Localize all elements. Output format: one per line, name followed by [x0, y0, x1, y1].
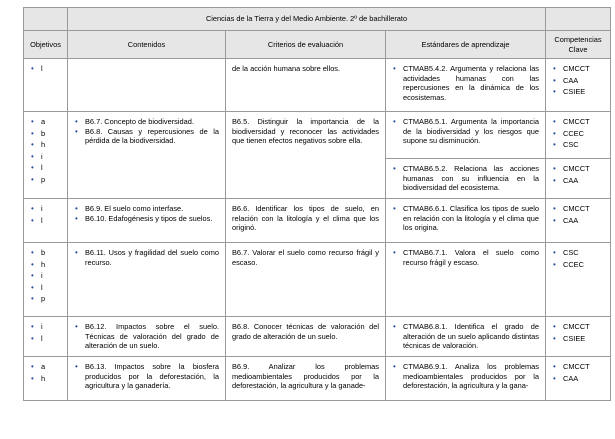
comp-list: [552, 117, 604, 150]
competencia-item: • CSC: [552, 248, 604, 258]
objetivos-cell: [24, 357, 68, 401]
estandar-item: • CTMAB5.4.2. Argumenta y relaciona las actividades humanas con las repercusiones en la dinámica de los ecosistemas.: [392, 64, 539, 102]
contenidos-cell: [68, 243, 226, 317]
objetivo-item: • b: [30, 129, 61, 139]
competencias-cell: [546, 243, 611, 317]
competencias-cell: [546, 357, 611, 401]
objetivo-item: • h: [30, 140, 61, 150]
cont-list: [74, 362, 219, 391]
objetivos-cell: [24, 112, 68, 199]
estandares-cell: [386, 112, 546, 159]
estandar-item: • CTMAB6.9.1. Analiza los problemas medioambientales producidos por la deforestación, la agricultura y la gana-: [392, 362, 539, 391]
comp-list: [552, 64, 604, 97]
contenidos-cell: [68, 199, 226, 243]
competencia-item: • CMCCT: [552, 362, 604, 372]
objetivo-item: • i: [30, 152, 61, 162]
est-list: [392, 322, 539, 351]
cont-list: [74, 204, 219, 223]
objetivo-item: • l: [30, 216, 61, 226]
competencia-item: • CAA: [552, 216, 604, 226]
estandares-cell: [386, 59, 546, 112]
competencia-item: • CAA: [552, 76, 604, 86]
competencia-item: • CSC: [552, 140, 604, 150]
estandar-item: • CTMAB6.6.1. Clasifica los tipos de suelo en relación con la litología y el clima que los origina.: [392, 204, 539, 233]
estandares-cell: [386, 159, 546, 199]
contenidos-cell: [68, 317, 226, 357]
competencia-item: • CAA: [552, 176, 604, 186]
competencias-cell: [546, 317, 611, 357]
obj-list: [30, 204, 61, 225]
est-list: [392, 164, 539, 193]
criterio-text: B6.8. Conocer técnicas de valoración del grado de alteración de un suelo.: [232, 322, 379, 341]
obj-list: [30, 117, 61, 185]
est-list: [392, 204, 539, 233]
criterios-cell: [226, 199, 386, 243]
contenido-item: • B6.7. Concepto de biodiversidad.: [74, 117, 219, 127]
obj-list: [30, 248, 61, 304]
competencia-item: • CMCCT: [552, 117, 604, 127]
competencia-item: • CAA: [552, 374, 604, 384]
est-list: [392, 117, 539, 146]
criterio-text: B6.6. Identificar los tipos de suelo, en relación con la litología y el clima que los originó.: [232, 204, 379, 233]
objetivo-item: • p: [30, 294, 61, 304]
objetivo-item: • b: [30, 248, 61, 258]
comp-list: [552, 164, 604, 185]
competencia-item: • CMCCT: [552, 204, 604, 214]
contenidos-cell: [68, 112, 226, 199]
objetivo-item: • i: [30, 322, 61, 332]
criterios-cell: [226, 243, 386, 317]
criterios-cell: [226, 357, 386, 401]
table-title-row: [24, 8, 611, 31]
contenidos-cell: [68, 357, 226, 401]
curriculum-table: [23, 7, 611, 401]
competencia-item: • CSIEE: [552, 334, 604, 344]
estandares-cell: [386, 317, 546, 357]
objetivo-item: • a: [30, 117, 61, 127]
competencia-item: • CCEC: [552, 260, 604, 270]
competencias-cell: [546, 199, 611, 243]
criterio-text: B6.9. Analizar los problemas medioambientales producidos por la deforestación, la agricultura y la ganade-: [232, 362, 379, 391]
cont-list: [74, 117, 219, 146]
competencia-item: • CMCCT: [552, 64, 604, 74]
competencias-cell: [546, 112, 611, 159]
objetivos-cell: [24, 199, 68, 243]
objetivo-item: • i: [30, 271, 61, 281]
estandar-item: • CTMAB6.5.2. Relaciona las acciones humanas con su influencia en la biodiversidad del ecosistema.: [392, 164, 539, 193]
criterios-cell: [226, 112, 386, 199]
objetivo-item: • l: [30, 283, 61, 293]
objetivo-item: • i: [30, 204, 61, 214]
header-empty-cell: [546, 8, 611, 31]
table-row: [24, 59, 611, 112]
objetivos-cell: [24, 317, 68, 357]
obj-list: [30, 362, 61, 383]
est-list: [392, 362, 539, 391]
contenidos-cell: [68, 59, 226, 112]
competencia-item: • CMCCT: [552, 322, 604, 332]
table-row: [24, 199, 611, 243]
obj-list: [30, 64, 61, 74]
table-title: Ciencias de la Tierra y del Medio Ambiente. 2º de bachillerato: [68, 8, 546, 31]
column-header-criterios: Criterios de evaluación: [226, 31, 386, 59]
objetivo-item: • l: [30, 163, 61, 173]
criterio-text: B6.7. Valorar el suelo como recurso frágil y escaso.: [232, 248, 379, 267]
column-header-objetivos: Objetivos: [24, 31, 68, 59]
column-header-row: [24, 31, 611, 59]
estandar-item: • CTMAB6.8.1. Identifica el grado de alteración de un suelo aplicando distintas técnicas de valoración.: [392, 322, 539, 351]
obj-list: [30, 322, 61, 343]
objetivo-item: • a: [30, 362, 61, 372]
criterios-cell: [226, 317, 386, 357]
column-header-estandares: Estándares de aprendizaje: [386, 31, 546, 59]
table-row: [24, 357, 611, 401]
competencia-item: • CMCCT: [552, 164, 604, 174]
objetivo-item: • l: [30, 64, 61, 74]
contenido-item: • B6.12. Impactos sobre el suelo. Técnicas de valoración del grado de alteración de un suelo.: [74, 322, 219, 351]
estandares-cell: [386, 357, 546, 401]
comp-list: [552, 322, 604, 343]
contenido-item: • B6.11. Usos y fragilidad del suelo como recurso.: [74, 248, 219, 267]
criterio-text: B6.5. Distinguir la importancia de la biodiversidad y reconocer las actividades que tienen efectos negativos sobre ella.: [232, 117, 379, 146]
objetivo-item: • p: [30, 175, 61, 185]
cont-list: [74, 322, 219, 351]
contenido-item: • B6.9. El suelo como interfase.: [74, 204, 219, 214]
comp-list: [552, 248, 604, 269]
estandar-item: • CTMAB6.7.1. Valora el suelo como recurso frágil y escaso.: [392, 248, 539, 267]
est-list: [392, 248, 539, 267]
contenido-item: • B6.10. Edafogénesis y tipos de suelos.: [74, 214, 219, 224]
column-header-competencias: Competencias Clave: [546, 31, 611, 59]
contenido-item: • B6.13. Impactos sobre la biosfera producidos por la deforestación, la agricultura y la ganadería.: [74, 362, 219, 391]
table-row: [24, 112, 611, 159]
table-row: [24, 317, 611, 357]
estandar-item: • CTMAB6.5.1. Argumenta la importancia de la biodiversidad y los riesgos que supone su disminución.: [392, 117, 539, 146]
column-header-contenidos: Contenidos: [68, 31, 226, 59]
objetivos-cell: [24, 243, 68, 317]
table-row: [24, 243, 611, 317]
header-empty-cell: [24, 8, 68, 31]
contenido-item: • B6.8. Causas y repercusiones de la pérdida de la biodiversidad.: [74, 127, 219, 146]
competencias-cell: [546, 59, 611, 112]
criterio-text: de la acción humana sobre ellos.: [232, 64, 341, 73]
objetivos-cell: [24, 59, 68, 112]
objetivo-item: • h: [30, 260, 61, 270]
comp-list: [552, 204, 604, 225]
cont-list: [74, 248, 219, 267]
estandares-cell: [386, 243, 546, 317]
competencia-item: • CCEC: [552, 129, 604, 139]
est-list: [392, 64, 539, 102]
objetivo-item: • h: [30, 374, 61, 384]
estandares-cell: [386, 199, 546, 243]
objetivo-item: • l: [30, 334, 61, 344]
competencia-item: • CSIEE: [552, 87, 604, 97]
competencias-cell: [546, 159, 611, 199]
comp-list: [552, 362, 604, 383]
criterios-cell: [226, 59, 386, 112]
